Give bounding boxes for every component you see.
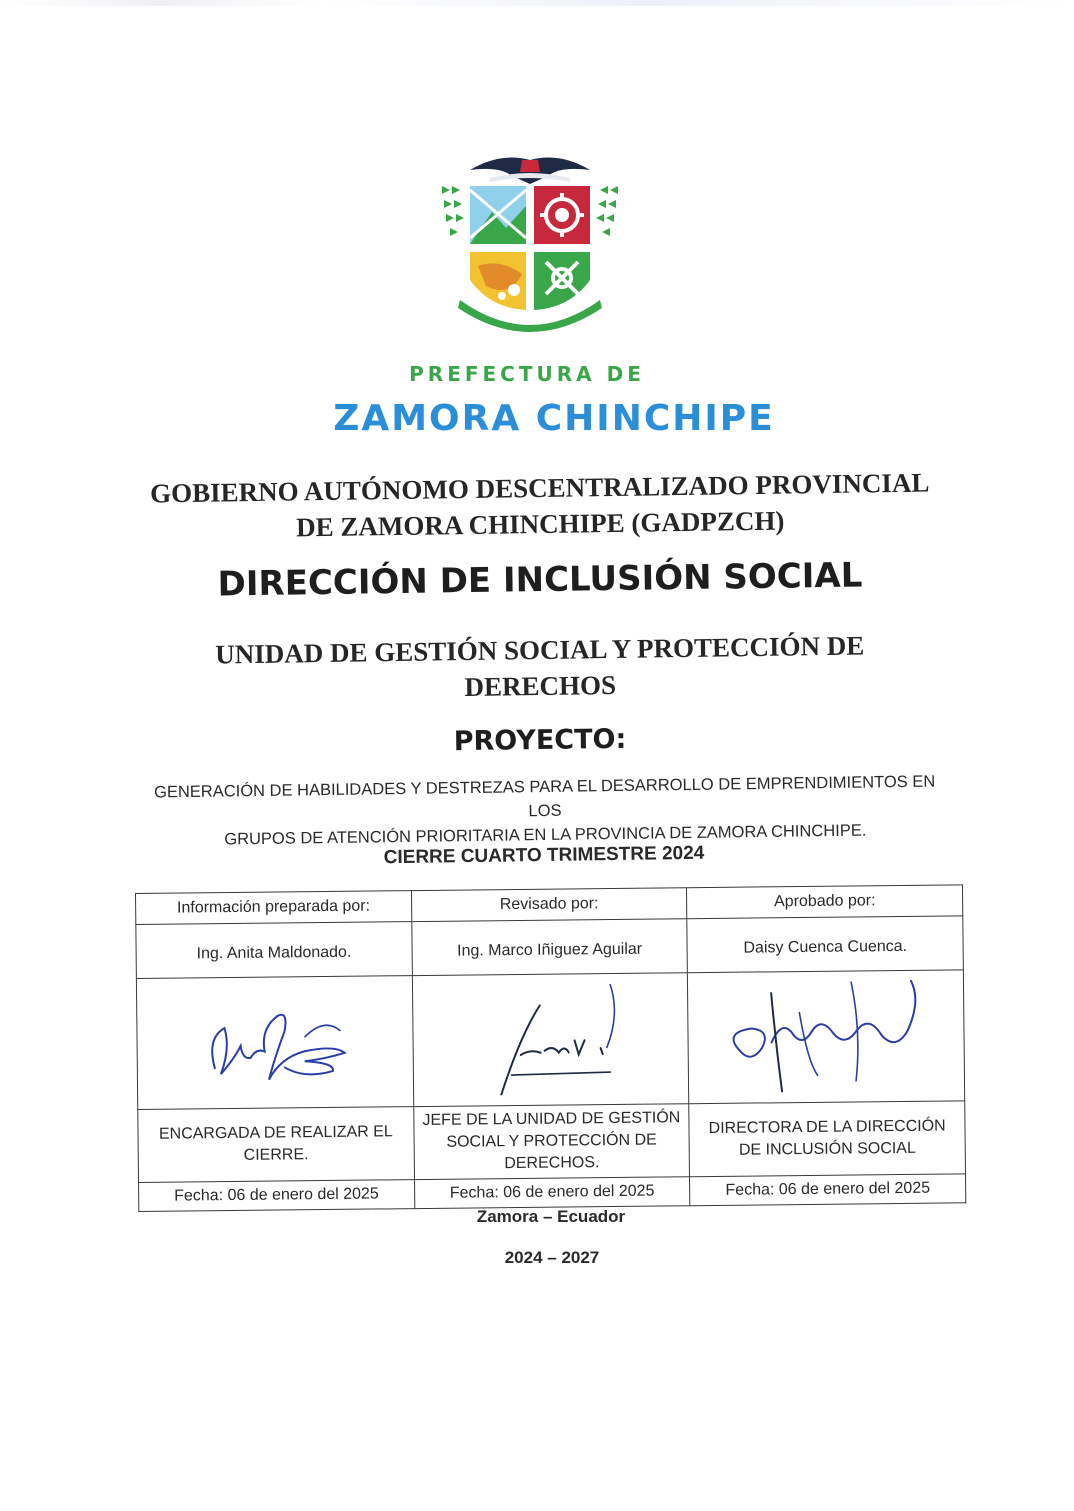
- role-reviewer-line-2: SOCIAL Y PROTECCIÓN DE: [446, 1131, 657, 1151]
- signature-cell-preparer: [136, 976, 413, 1110]
- name-reviewer: Ing. Marco Iñiguez Aguilar: [411, 919, 687, 976]
- role-reviewer: [413, 1104, 689, 1180]
- project-description-line-1: GENERACIÓN DE HABILIDADES Y DESTREZAS PARA EL DESARROLLO DE EMPRENDIMIENTOS EN LOS: [153, 772, 936, 821]
- government-title: [140, 464, 941, 547]
- role-approver: [689, 1101, 965, 1177]
- signature-reviewer: [450, 974, 651, 1106]
- name-approver: Daisy Cuenca Cuenca.: [687, 916, 963, 973]
- role-approver-line-1: DIRECTORA DE LA DIRECCIÓN: [708, 1117, 946, 1138]
- role-preparer-line-1: ENCARGADA DE REALIZAR EL: [158, 1123, 393, 1143]
- signature-cell-approver: [688, 970, 965, 1104]
- direction-title: DIRECCIÓN DE INCLUSIÓN SOCIAL: [217, 555, 863, 605]
- brand-name: ZAMORA CHINCHIPE: [333, 398, 775, 439]
- name-preparer: Ing. Anita Maldonado.: [136, 922, 412, 979]
- table-row: [138, 1101, 966, 1183]
- unit-title-line-2: DERECHOS: [464, 669, 617, 703]
- role-preparer-line-2: CIERRE.: [243, 1146, 309, 1164]
- signature-approver: [711, 971, 942, 1103]
- role-reviewer-line-3: DERECHOS.: [504, 1154, 600, 1173]
- role-reviewer-line-1: JEFE DE LA UNIDAD DE GESTIÓN: [422, 1109, 681, 1130]
- table-row: [136, 916, 964, 979]
- signature-preparer: [184, 987, 365, 1099]
- header-prepared-by: Información preparada por:: [136, 891, 412, 925]
- closure-title: CIERRE CUARTO TRIMESTRE 2024: [383, 842, 705, 869]
- signature-cell-reviewer: [412, 973, 689, 1107]
- brand-prefix: PREFECTURA DE: [409, 362, 645, 386]
- place-label: Zamora – Ecuador: [476, 1207, 626, 1226]
- date-reviewer: Fecha: 06 de enero del 2025: [414, 1177, 690, 1209]
- role-approver-line-2: DE INCLUSIÓN SOCIAL: [738, 1139, 916, 1159]
- header-approved-by: Aprobado por:: [687, 885, 963, 919]
- role-preparer: [138, 1107, 414, 1183]
- government-title-line-1: GOBIERNO AUTÓNOMO DESCENTRALIZADO PROVINCIAL: [149, 467, 930, 509]
- table-row: [136, 970, 964, 1110]
- project-label: PROYECTO:: [453, 723, 627, 758]
- approval-table: [135, 884, 966, 1212]
- unit-title: [170, 627, 911, 709]
- period-label: 2024 – 2027: [504, 1248, 600, 1267]
- government-title-line-2: DE ZAMORA CHINCHIPE (GADPZCH): [295, 505, 785, 543]
- header-reviewed-by: Revisado por:: [411, 888, 687, 922]
- project-description-line-2: GRUPOS DE ATENCIÓN PRIORITARIA EN LA PROVINCIA DE ZAMORA CHINCHIPE.: [224, 821, 867, 849]
- unit-title-line-1: UNIDAD DE GESTIÓN SOCIAL Y PROTECCIÓN DE: [215, 630, 865, 670]
- coat-of-arms-icon: [430, 150, 630, 350]
- date-preparer: Fecha: 06 de enero del 2025: [139, 1180, 415, 1212]
- date-approver: Fecha: 06 de enero del 2025: [690, 1174, 966, 1206]
